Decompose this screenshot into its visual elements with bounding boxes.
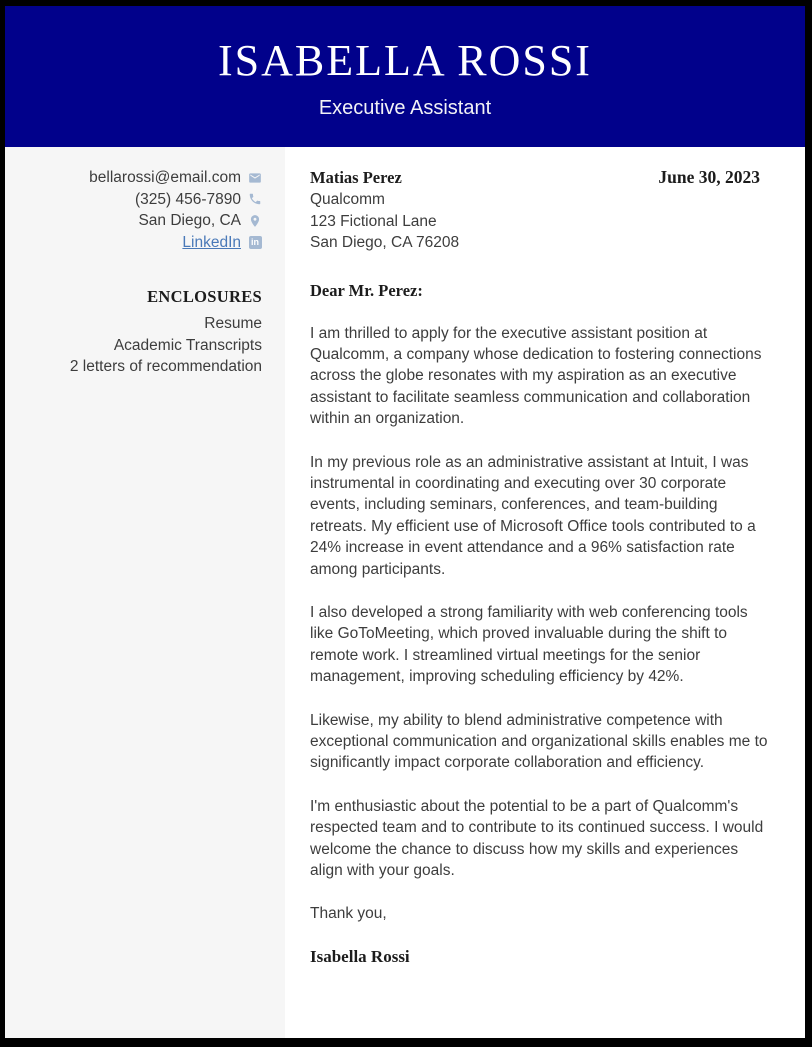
linkedin-link[interactable]: LinkedIn [182,233,241,251]
letter-paragraph-2: In my previous role as an administrative assistant at Intuit, I was instrumental in coordinating and executing over 30 corporate events, including seminars, conferences, and team-building retreats. My efficient use of Microsoft Office tools contributed to a 24% increase in event attendance and a 96% satisfaction rate among participants. [310,453,756,578]
contact-location-text: San Diego, CA [138,212,241,229]
contact-email-text: bellarossi@email.com [89,169,241,186]
contact-sidebar [5,147,285,1038]
enclosures-heading: ENCLOSURES [147,287,262,306]
candidate-name: ISABELLA ROSSI [218,36,592,85]
recipient-address-line2: San Diego, CA 76208 [310,234,460,251]
location-icon [248,214,262,228]
letter-paragraph-4: Likewise, my ability to blend administrative competence with exceptional communication and organizational skills enables me to significantly impact corporate collaboration and efficiency. [310,711,768,772]
contact-phone-text: (325) 456-7890 [135,190,241,208]
closing-line: Thank you, [310,905,387,923]
recipient-company: Qualcomm [310,191,385,208]
letter-main [285,147,805,1038]
contact-email-row [15,167,262,189]
signature-name: Isabella Rossi [310,946,410,966]
letter-date: June 30, 2023 [658,167,760,187]
recipient-and-date-row [310,166,775,189]
letter-body-columns [5,147,805,1038]
salutation: Dear Mr. Perez: [310,280,423,300]
letter-paragraph-3: I also developed a strong familiarity with web conferencing tools like GoToMeeting, which proved invaluable during the shift to remote work. I streamlined virtual meetings for the senior management, improving scheduling efficiency by 42%. [310,603,748,686]
contact-location-row [15,210,262,232]
contact-phone-row [15,189,262,211]
letter-paragraph-1: I am thrilled to apply for the executive assistant position at Qualcomm, a company whose dedication to fostering connections across the globe resonates with my aspiration as an executive assistant to facilitate seamless communication and collaboration within an organization. [310,324,762,428]
enclosure-item: Academic Transcripts [113,336,262,354]
enclosure-item: 2 letters of recommendation [69,358,262,375]
linkedin-icon: in [248,235,262,249]
candidate-job-title: Executive Assistant [318,97,492,120]
recipient-name: Matias Perez [310,168,402,187]
phone-icon [248,192,262,206]
email-icon [248,171,262,185]
recipient-address-line1: 123 Fictional Lane [310,212,437,230]
enclosures-section [15,287,262,378]
letter-header [5,6,805,147]
letter-paragraph-5: I'm enthusiastic about the potential to be a part of Qualcomm's respected team and to contribute to its continued success. I would welcome the chance to discuss how my skills and experiences align with your goals. [310,797,764,880]
cover-letter-page [5,6,805,1038]
contact-linkedin-row [15,232,262,254]
enclosure-item: Resume [204,315,262,332]
